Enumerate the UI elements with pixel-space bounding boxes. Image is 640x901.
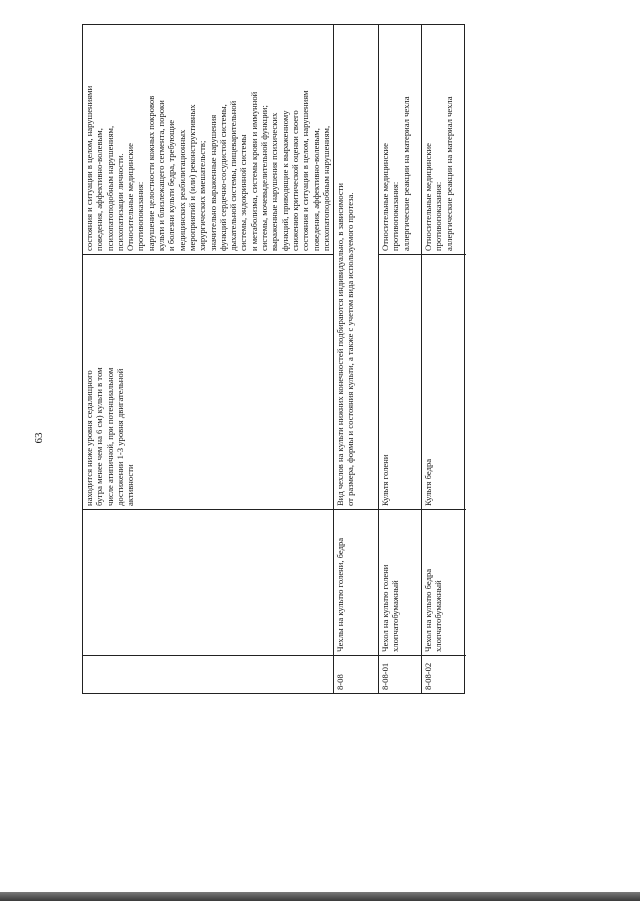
cell-name: Чехлы на культю голени, бедра: [334, 510, 378, 656]
cell-code: 8-08: [335, 674, 345, 690]
cell-name: Чехол на культю бедра хлопчатобумажный: [422, 510, 466, 656]
cell-code: [83, 656, 333, 693]
device-table: [82, 24, 465, 694]
cell-name: [83, 510, 333, 656]
cell-code: 8-08-02: [423, 662, 433, 690]
table-row: [83, 25, 333, 693]
rotated-table-frame: [82, 24, 465, 694]
cell-group-note: Вид чехлов на культи нижних конечностей подбираются индивидуально, в зависимости от размера, формы и состояния культи, а также с учетом вида используемого протеза.: [334, 25, 378, 510]
cell-contraindications: Относительные медицинские противопоказания: аллергические реакции на материал чехла: [422, 23, 466, 255]
cell-indications: находится ниже уровня седалищного бугра менее чем на 6 см) культи в том числе атипичной, при потенциальном достижении 1-3 уровня двигательной активности: [83, 255, 333, 510]
cell-contraindications: Относительные медицинские противопоказания: аллергические реакции на материал чехла: [379, 23, 421, 255]
cell-contraindications: состояния и ситуации в целом, нарушениями поведения, аффективно-волевым, психопатоподобным нарушениям, психопатизации личности. Относительные медицинские противопоказания: нарушение целостности кожных покровов культи и близлежащего сегмента, пороки и болезни культи бедра, требующие медицинских реабилитационных мероприятий и (или) реконструктивных хирургических вмешательств; значительно выраженные нарушения функций сердечно-сосудистой системы, дыхательной системы, пищеварительной системы, эндокринной системы и метаболизма, системы крови и иммунной системы, мочевыделительной функции; выраженные нарушения психических функций, приводящие к выраженному снижению критической оценки своего состояния и ситуации в целом, нарушениям поведения, аффективно-волевым, психопатоподобным нарушениям,: [83, 23, 333, 255]
cell-code: 8-08-01: [380, 662, 390, 690]
table-row: [378, 25, 421, 693]
cell-indications: Культя бедра: [422, 255, 466, 510]
page-number: 63: [33, 432, 45, 444]
cell-indications: Культя голени: [379, 255, 421, 510]
table-row: [421, 25, 466, 693]
scan-bottom-edge: [0, 892, 640, 901]
cell-name: Чехол на культю голени хлопчатобумажный: [379, 510, 421, 656]
table-row: [333, 25, 378, 693]
